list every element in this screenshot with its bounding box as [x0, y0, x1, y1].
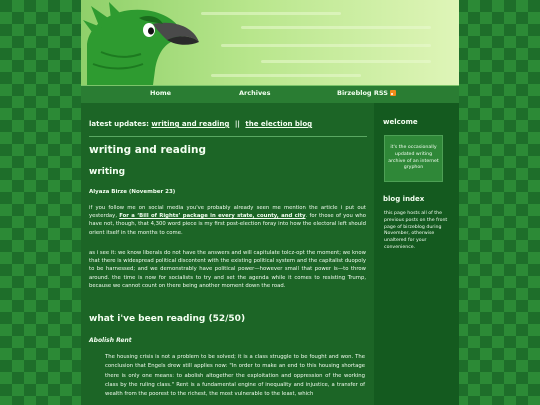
gryphon-mascot-logo: [81, 0, 221, 85]
nav-rss-label: Birzeblog RSS: [337, 89, 388, 97]
update-link-election-blog[interactable]: the election blog: [245, 120, 313, 128]
top-navigation: [81, 85, 459, 104]
post-paragraph-1: [89, 204, 366, 237]
banner-streak: [221, 44, 431, 47]
divider: [89, 136, 367, 137]
rss-feed-icon: [390, 90, 396, 96]
latest-updates-bar: [89, 120, 312, 128]
reading-heading: what i've been reading (52/50): [89, 314, 246, 324]
update-link-writing-and-reading[interactable]: writing and reading: [151, 120, 230, 128]
nav-rss-link[interactable]: [337, 89, 396, 97]
nav-archives-link[interactable]: Archives: [239, 89, 271, 97]
post-subtitle: writing: [89, 167, 126, 177]
sidebar-welcome-heading: welcome: [383, 118, 418, 126]
post-byline: Alyaza Birze (November 23): [89, 189, 176, 195]
sidebar: [374, 103, 459, 405]
nav-home-link[interactable]: Home: [150, 89, 172, 97]
book-title: Abolish Rent: [89, 337, 132, 344]
banner-streak: [261, 60, 431, 63]
page-wrapper: [81, 0, 459, 405]
header-banner: [81, 0, 459, 85]
sidebar-index-text: this page hosts all of the previous posts on the front page of birzeblog during November, otherwise unaltered for your convenience.: [384, 211, 448, 251]
banner-streak: [201, 12, 341, 15]
paragraph-text: . for those of you who have not, though, that 4,300 word piece is my first post-election foray into how the electoral left should orient itself in the months to come.: [89, 213, 366, 236]
post-title: writing and reading: [89, 144, 206, 156]
post-paragraph-2: as i see it: we know liberals do not have the answers and will capitulate tolcz-opt the moment; we know that there is widespread political discontent with the existing political system and the capitalist duopoly to be harnessed; and we demonstrably have political power—however small that power is—to throw around. the time is now for socialists to try and set the agenda while it comes to resisting Trump, because we cannot count on there being another moment down the road.: [89, 250, 366, 289]
article-link[interactable]: For a ‘Bill of Rights’ package in every state, county, and city: [119, 213, 306, 220]
paragraph-text: if you follow me on social media you've probably already seen me mention the article i put out yesterday,: [89, 205, 366, 220]
banner-streak: [211, 74, 361, 77]
main-content: [81, 103, 374, 405]
updates-separator: ||: [234, 120, 240, 128]
sidebar-index-heading: blog index: [383, 195, 425, 203]
latest-updates-label: latest updates:: [89, 120, 149, 128]
book-quote: The housing crisis is not a problem to be solved; it is a class struggle to be fought and won. The conclusion that Engels drew still applies now: "In order to make an end to this housing shortage there is only one means: to abolish altogether the exploitation and oppression of the working class by the ruling class." Rent is a fundamental engine of inequality and injustice, a transfer of wealth from the poorest to the richest, the most vulnerable to the least, which: [105, 354, 365, 398]
sidebar-welcome-box: [384, 135, 443, 182]
sidebar-welcome-text: it's the occasionally updated writing archive of an internet gryphon: [388, 144, 439, 171]
banner-streak: [241, 26, 431, 29]
